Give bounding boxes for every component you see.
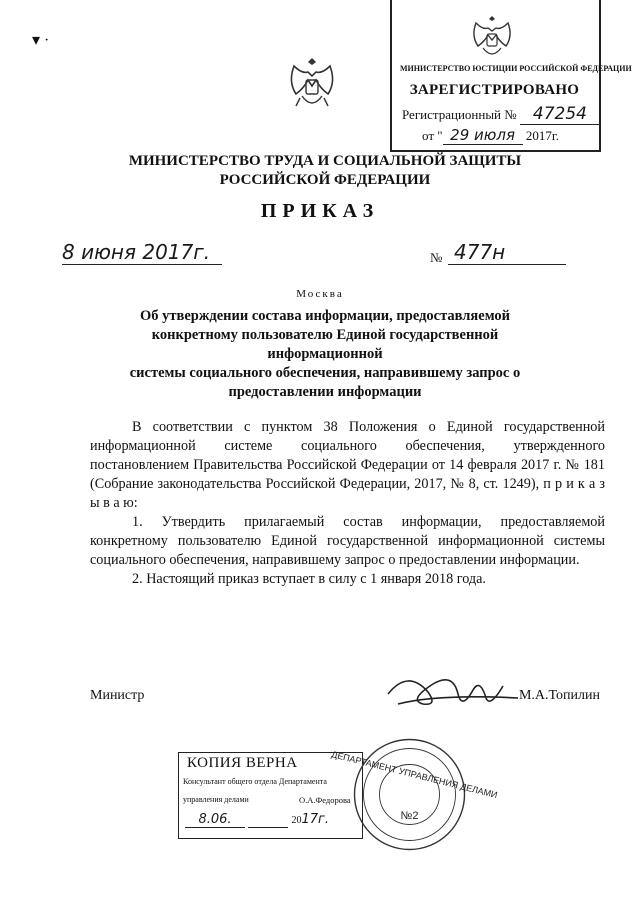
copy-stamp-position-line2: управления делами <box>183 795 249 804</box>
seal-number: №2 <box>400 810 419 822</box>
copy-stamp-title: КОПИЯ ВЕРНА <box>187 755 298 771</box>
registration-date-value: 29 июля <box>443 126 523 145</box>
ministry-name-line2: РОССИЙСКОЙ ФЕДЕРАЦИИ <box>219 172 431 188</box>
registration-date-year: 2017 <box>522 128 552 143</box>
seal-center-text: ДЕПАРТАМЕНТ УПРАВЛЕНИЯ ДЕЛАМИ <box>330 749 499 801</box>
registration-number-row <box>402 104 600 125</box>
city: Москва <box>296 288 344 300</box>
copy-stamp-date-row <box>185 811 329 828</box>
order-date: 8 июня 2017г. <box>62 240 222 265</box>
order-subject <box>110 307 540 402</box>
copy-stamp-signer: О.А.Федорова <box>299 795 351 805</box>
round-seal <box>330 737 499 852</box>
order-number-label: № <box>430 250 443 265</box>
registration-number-value: 47254 <box>520 104 600 125</box>
ministry-name <box>90 152 560 190</box>
copy-certified-stamp <box>178 752 363 839</box>
registration-number-label: Регистрационный № <box>402 107 517 122</box>
copy-stamp-year-prefix: 20 <box>291 815 302 826</box>
body-paragraph-1: В соответствии с пунктом 38 Положения о Единой государственной информационной системе социального обеспечения, утвержденного постановлением Правительства Российской Федерации от 14 февраля 2017 г. № 181 (Собрание законодательства Российской Федерации, 2017, № 8, ст. 1249), п р и к а з ы в а ю: <box>90 419 605 511</box>
registration-date-prefix: от " <box>422 128 443 143</box>
registration-emblem <box>470 12 514 62</box>
copy-stamp-year-suffix: 17г. <box>301 812 330 827</box>
ministry-name-line1: МИНИСТЕРСТВО ТРУДА И СОЦИАЛЬНОЙ ЗАЩИТЫ <box>128 153 522 169</box>
order-number: 477н <box>448 240 566 265</box>
order-title: ПРИКАЗ <box>260 200 380 222</box>
margin-mark: ▾ · <box>32 32 50 49</box>
body-paragraph-2: 1. Утвердить прилагаемый состав информации, предоставляемой конкретному пользователю Единой государственной информационной системы социального обеспечения, направившему запрос о предоставлении информации. <box>90 514 605 568</box>
order-body <box>90 418 605 589</box>
copy-stamp-date: 8.06. <box>185 812 245 828</box>
subject-line1: Об утверждении состава информации, предоставляемой <box>140 308 510 324</box>
coat-of-arms-emblem <box>286 52 338 114</box>
registration-ministry: МИНИСТЕРСТВО ЮСТИЦИИ РОССИЙСКОЙ ФЕДЕРАЦИИ <box>400 64 632 73</box>
body-paragraph-3: 2. Настоящий приказ вступает в силу с 1 января 2018 года. <box>132 571 486 587</box>
registration-date-suffix: г. <box>551 128 559 143</box>
registration-date-row <box>422 126 559 145</box>
subject-line3: системы социального обеспечения, направившему запрос о <box>129 365 521 381</box>
copy-stamp-position-line1: Консультант общего отдела Департамента <box>183 777 327 786</box>
registration-title: ЗАРЕГИСТРИРОВАНО <box>409 82 580 98</box>
signatory-position: Министр <box>90 688 145 703</box>
subject-line2: конкретному пользователю Единой государственной информационной <box>151 327 499 362</box>
signature-block <box>90 688 600 708</box>
signatory-name: М.А.Топилин <box>518 688 600 703</box>
subject-line4: предоставлении информации <box>228 384 422 400</box>
